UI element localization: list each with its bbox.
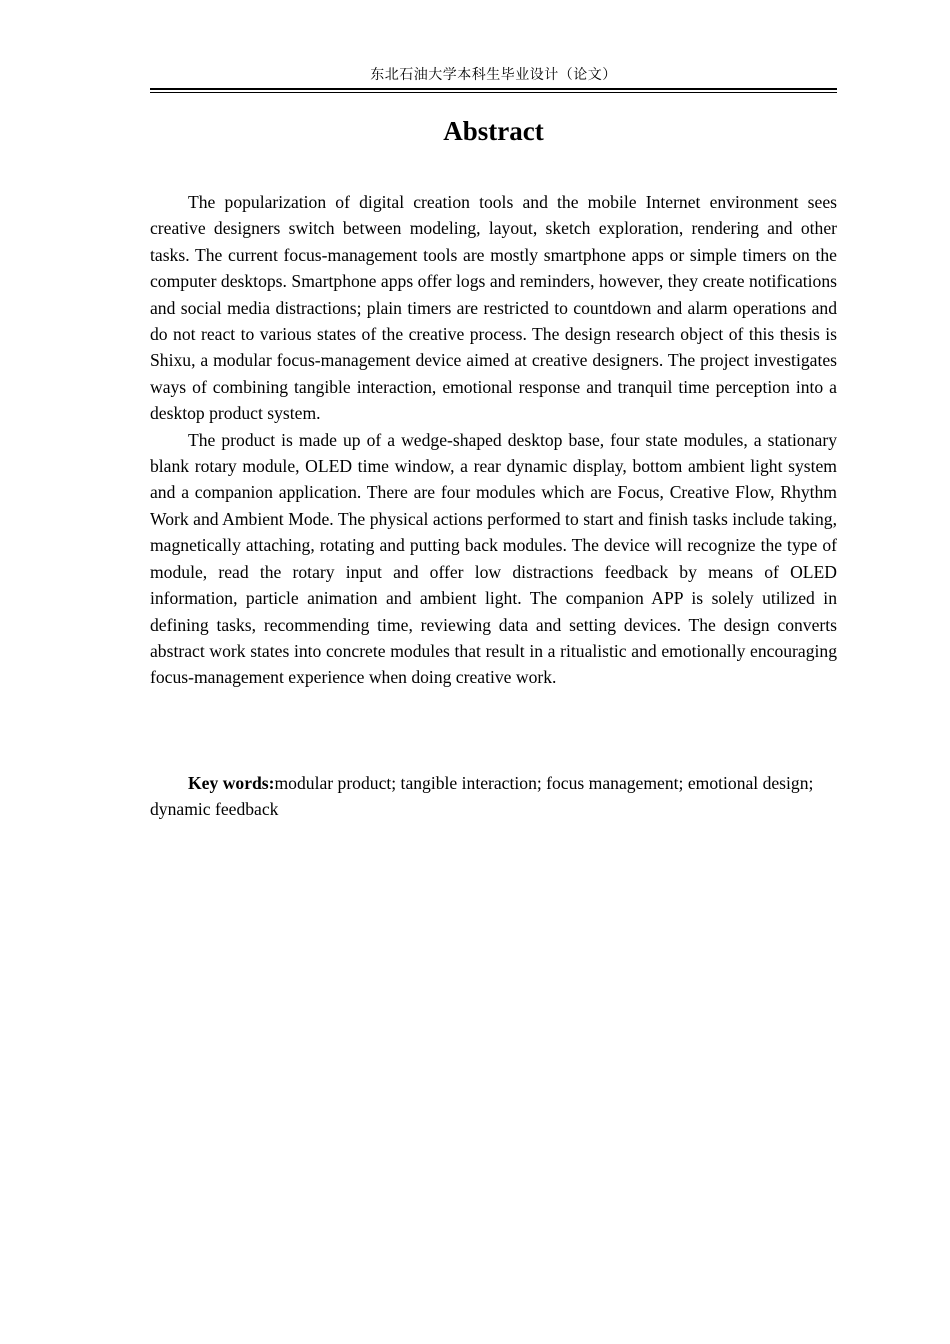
keywords-text: modular product; tangible interaction; focus management; emotional design; dynamic feedback	[150, 773, 814, 820]
header-rule-thick	[150, 88, 837, 90]
header-rule-thin	[150, 92, 837, 93]
running-header: 东北石油大学本科生毕业设计（论文）	[370, 68, 617, 83]
abstract-paragraph-2: The product is made up of a wedge-shaped desktop base, four state modules, a stationary blank rotary module, OLED time window, a rear dynamic display, bottom ambient light system and a companion application. There are four modules which are Focus, Creative Flow, Rhythm Work and Ambient Mode. The physical actions performed to start and finish tasks include taking, magnetically attaching, rotating and putting back modules. The device will recognize the type of module, read the rotary input and offer low distractions feedback by means of OLED information, particle animation and ambient light. The companion APP is solely utilized in defining tasks, recommending time, reviewing data and setting devices. The design converts abstract work states into concrete modules that result in a ritualistic and emotionally encouraging focus-management experience when doing creative work.	[150, 429, 837, 688]
abstract-paragraph-1: The popularization of digital creation tools and the mobile Internet environment sees creative designers switch between modeling, layout, sketch exploration, rendering and other tasks. The current focus-management tools are mostly smartphone apps or simple timers on the computer desktops. Smartphone apps offer logs and reminders, however, they create notifications and social media distractions; plain timers are restricted to countdown and alarm operations and do not react to various states of the creative process. The design research object of this thesis is Shixu, a modular focus-management device aimed at creative designers. The project investigates ways of combining tangible interaction, emotional response and tranquil time perception into a desktop product system.	[150, 192, 837, 424]
abstract-body	[150, 189, 837, 691]
page-title: Abstract	[443, 116, 544, 146]
keywords-line	[150, 770, 837, 823]
keywords-label: Key words:	[188, 773, 275, 793]
